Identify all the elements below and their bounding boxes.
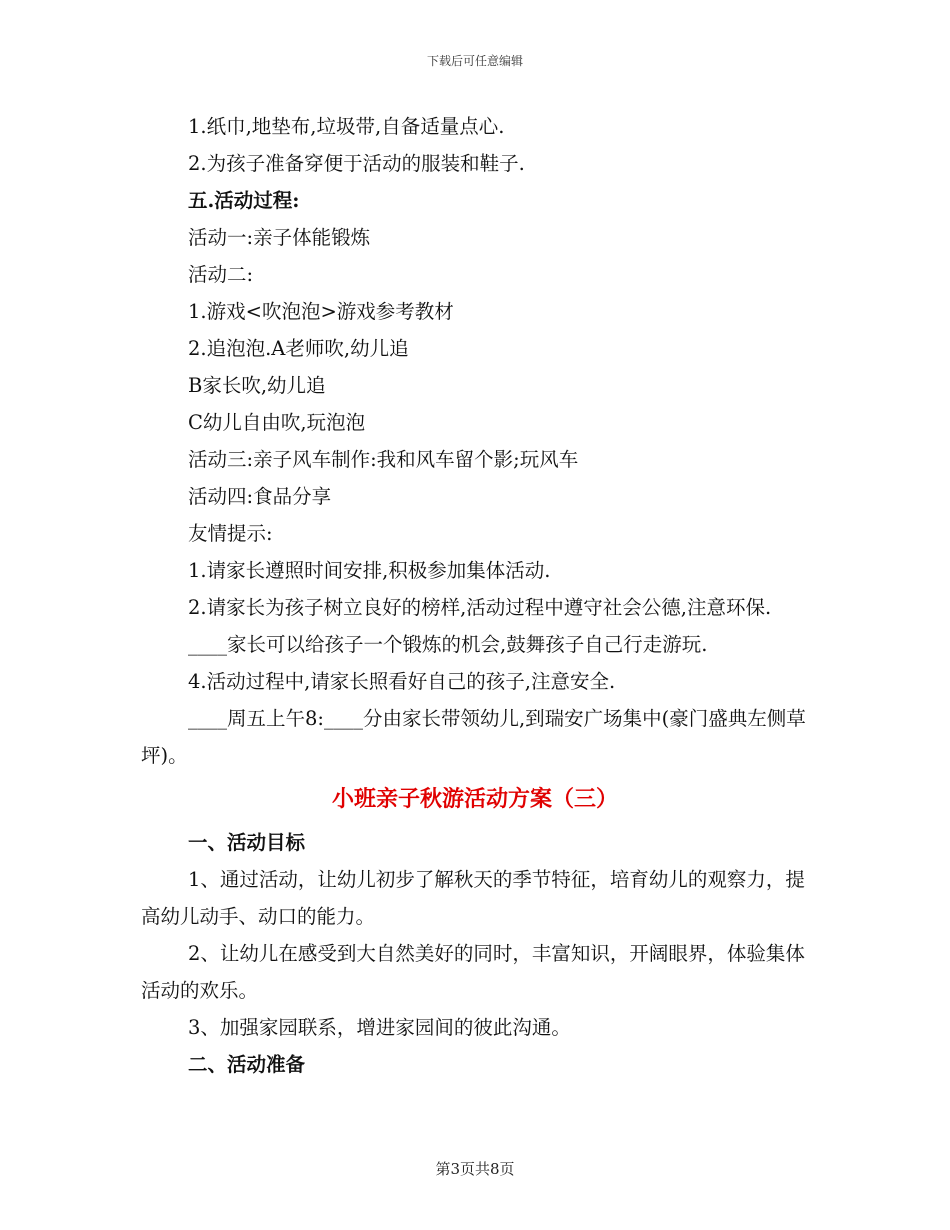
section-heading: 一、活动目标 xyxy=(188,831,306,854)
paragraph: ____家长可以给孩子一个锻炼的机会,鼓舞孩子自己行走游玩. xyxy=(188,633,708,656)
header-note: 下载后可任意编辑 xyxy=(426,54,523,68)
paragraph: 2.请家长为孩子树立良好的榜样,活动过程中遵守社会公德,注意环保. xyxy=(188,596,772,619)
paragraph: 2.追泡泡.A老师吹,幼儿追 xyxy=(188,337,409,360)
paragraph: C幼儿自由吹,玩泡泡 xyxy=(188,411,366,434)
page-footer: 第3页共8页 xyxy=(435,1160,515,1178)
paragraph: 3、加强家园联系，增进家园间的彼此沟通。 xyxy=(188,1016,571,1039)
paragraph: 1.游戏<吹泡泡>游戏参考教材 xyxy=(188,300,454,323)
paragraph: 2、让幼儿在感受到大自然美好的同时，丰富知识，开阔眼界，体验集体活动的欢乐。 xyxy=(141,942,805,1002)
paragraph: 活动三:亲子风车制作:我和风车留个影;玩风车 xyxy=(188,448,579,471)
paragraph: 2.为孩子准备穿便于活动的服装和鞋子. xyxy=(188,152,525,175)
paragraph: 4.活动过程中,请家长照看好自己的孩子,注意安全. xyxy=(188,670,616,693)
document-body xyxy=(141,108,809,1083)
paragraph: ____周五上午8:____分由家长带领幼儿,到瑞安广场集中(豪门盛典左侧草坪)。 xyxy=(141,707,806,767)
paragraph: 活动四:食品分享 xyxy=(188,485,332,508)
paragraph: 1、通过活动，让幼儿初步了解秋天的季节特征，培育幼儿的观察力，提高幼儿动手、动口的能力。 xyxy=(141,868,805,928)
paragraph: 友情提示: xyxy=(188,522,273,545)
paragraph: B家长吹,幼儿追 xyxy=(188,374,326,397)
section-title: 小班亲子秋游活动方案（三） xyxy=(331,786,618,812)
section-heading: 五.活动过程: xyxy=(188,189,300,212)
section-heading: 二、活动准备 xyxy=(188,1053,306,1076)
paragraph: 活动一:亲子体能锻炼 xyxy=(188,226,371,249)
paragraph: 1.纸巾,地垫布,垃圾带,自备适量点心. xyxy=(188,115,505,138)
paragraph: 活动二: xyxy=(188,263,254,286)
paragraph: 1.请家长遵照时间安排,积极参加集体活动. xyxy=(188,559,551,582)
